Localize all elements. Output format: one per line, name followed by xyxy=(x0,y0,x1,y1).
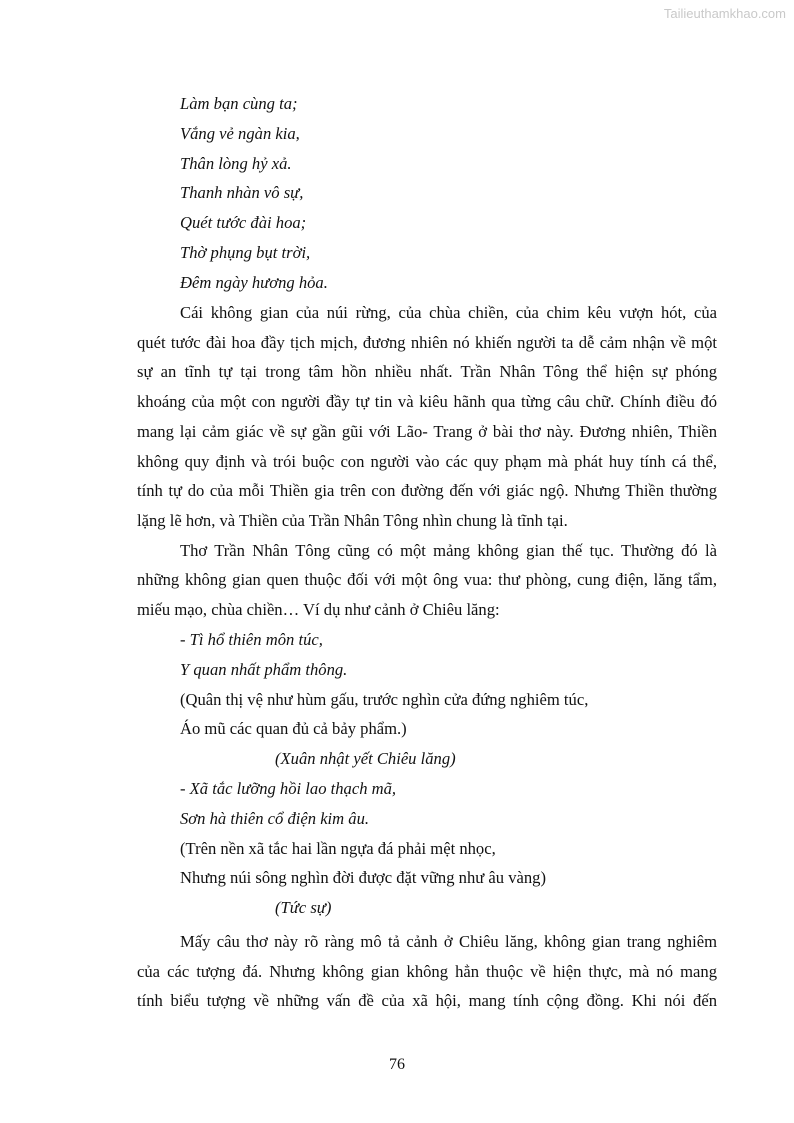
text-line: của các tượng đá. Nhưng không gian không hẳn thuộc về hiện thực, mà nó mang xyxy=(137,962,717,981)
text-line: sự an tĩnh tự tại trong tâm hồn nhiều nhất. Trần Nhân Tông thể hiện sự phóng xyxy=(137,362,717,381)
watermark: Tailieuthamkhao.com xyxy=(663,6,786,21)
page-number: 76 xyxy=(389,1056,405,1073)
text-line: không quy định và trói buộc con người vào các quy phạm mà phát huy tính cá thể, xyxy=(137,452,717,471)
text-line: (Trên nền xã tắc hai lần ngựa đá phải mệt nhọc, xyxy=(180,839,496,858)
text-line: quét tước đài hoa đầy tịch mịch, đương nhiên nó khiến người ta dễ cảm nhận về một xyxy=(137,333,717,352)
text-line: Nhưng núi sông nghìn đời được đặt vững như âu vàng) xyxy=(180,868,547,887)
verse-line: Vắng vẻ ngàn kia, xyxy=(180,124,300,143)
text-line: Thơ Trần Nhân Tông cũng có một mảng không gian thế tục. Thường đó là xyxy=(180,541,717,560)
verse-line: Thờ phụng bụt trời, xyxy=(180,243,311,262)
text-line: khoáng của một con người đầy tự tin và kiêu hãnh qua từng câu chữ. Chính điều đó xyxy=(137,392,717,411)
verse-line: Y quan nhất phẩm thông. xyxy=(180,660,348,679)
text-line: những không gian quen thuộc đối với một ông vua: thư phòng, cung điện, lăng tẩm, xyxy=(137,570,717,589)
text-line: (Quân thị vệ như hùm gấu, trước nghìn cửa đứng nghiêm túc, xyxy=(180,690,589,709)
text-line: tính biểu tượng về những vấn đề của xã hội, mang tính cộng đồng. Khi nói đến xyxy=(137,991,717,1010)
verse-line: (Tức sự) xyxy=(275,898,332,917)
verse-line: - Tì hổ thiên môn túc, xyxy=(180,630,323,649)
verse-line: Thân lòng hỷ xả. xyxy=(180,154,292,173)
verse-line: - Xã tắc lưỡng hồi lao thạch mã, xyxy=(180,779,397,798)
text-line: Áo mũ các quan đủ cả bảy phẩm.) xyxy=(180,719,407,738)
verse-line: Làm bạn cùng ta; xyxy=(180,94,298,113)
text-line: miếu mạo, chùa chiền… Ví dụ như cảnh ở Chiêu lăng: xyxy=(137,600,500,619)
verse-line: Quét tước đài hoa; xyxy=(180,213,307,232)
verse-line: Thanh nhàn vô sự, xyxy=(180,183,304,202)
text-line: mang lại cảm giác về sự gần gũi với Lão- Trang ở bài thơ này. Đương nhiên, Thiền xyxy=(137,422,717,441)
verse-line: Đêm ngày hương hỏa. xyxy=(180,273,328,292)
text-line: Mấy câu thơ này rõ ràng mô tả cảnh ở Chiêu lăng, không gian trang nghiêm xyxy=(180,932,717,951)
verse-line: (Xuân nhật yết Chiêu lăng) xyxy=(275,749,456,768)
text-line: lặng lẽ hơn, và Thiền của Trần Nhân Tông nhìn chung là tĩnh tại. xyxy=(137,511,568,530)
text-line: tính tự do của mỗi Thiền gia trên con đường đến với giác ngộ. Nhưng Thiền thường xyxy=(137,481,717,500)
text-line: Cái không gian của núi rừng, của chùa chiền, của chim kêu vượn hót, của xyxy=(180,303,717,322)
verse-line: Sơn hà thiên cổ điện kim âu. xyxy=(180,809,370,828)
